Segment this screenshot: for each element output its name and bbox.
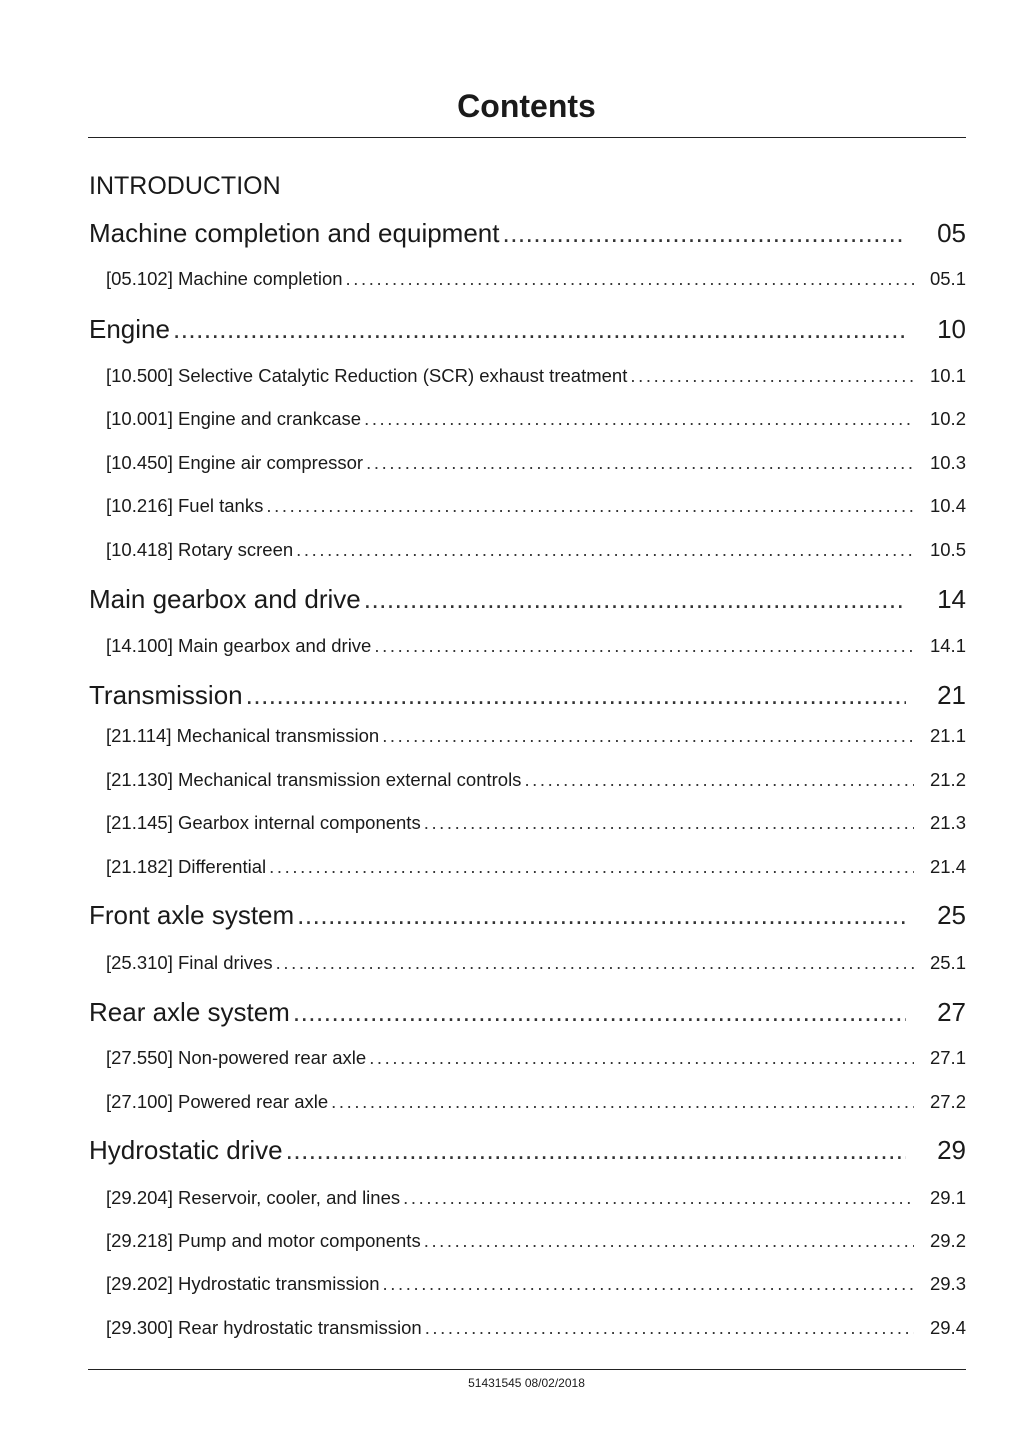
toc-entry-29-202[interactable] — [106, 1272, 966, 1296]
dot-leader — [502, 217, 906, 249]
dot-leader — [524, 768, 914, 792]
toc-chapter-engine[interactable] — [89, 313, 966, 345]
chapter-page: 14 — [937, 584, 966, 614]
entry-label: [21.145] Gearbox internal components — [106, 812, 421, 833]
dot-leader — [296, 538, 914, 562]
toc-entry-25-310[interactable] — [106, 951, 966, 975]
chapter-label: Hydrostatic drive — [89, 1135, 283, 1165]
entry-page: 25.1 — [929, 952, 966, 973]
dot-leader — [630, 364, 914, 388]
entry-label: [10.418] Rotary screen — [106, 539, 294, 560]
entry-label: [27.100] Powered rear axle — [106, 1091, 329, 1112]
entry-label: [10.216] Fuel tanks — [106, 495, 264, 516]
chapter-label: Rear axle system — [89, 997, 290, 1027]
entry-page: 29.3 — [929, 1273, 966, 1294]
toc-entry-10-216[interactable] — [106, 494, 966, 518]
dot-leader — [382, 724, 914, 748]
toc-chapter-machine-completion[interactable] — [89, 217, 966, 249]
toc-chapter-rear-axle[interactable] — [89, 996, 966, 1028]
toc-entry-10-001[interactable] — [106, 407, 966, 431]
chapter-label: Machine completion and equipment — [89, 218, 500, 248]
entry-page: 27.2 — [929, 1091, 966, 1112]
toc-entry-10-418[interactable] — [106, 538, 966, 562]
toc-entry-21-114[interactable] — [106, 724, 966, 748]
footer-doc-id: 51431545 08/02/2018 — [468, 1376, 585, 1390]
dot-leader — [269, 855, 914, 879]
entry-page: 21.4 — [929, 856, 966, 877]
chapter-label: Transmission — [89, 680, 243, 710]
toc-entry-29-218[interactable] — [106, 1229, 966, 1253]
toc-chapter-front-axle[interactable] — [89, 899, 966, 931]
toc-chapter-transmission[interactable] — [89, 679, 966, 711]
chapter-label: Front axle system — [89, 900, 295, 930]
entry-label: [27.550] Non-powered rear axle — [106, 1047, 367, 1068]
entry-page: 14.1 — [929, 635, 966, 656]
chapter-label: Engine — [89, 314, 170, 344]
dot-leader — [364, 583, 906, 615]
chapter-page: 10 — [937, 314, 966, 344]
entry-page: 21.3 — [929, 812, 966, 833]
entry-page: 29.2 — [929, 1230, 966, 1251]
toc-entry-29-300[interactable] — [106, 1316, 966, 1340]
toc-entry-21-182[interactable] — [106, 855, 966, 879]
entry-label: [29.202] Hydrostatic transmission — [106, 1273, 380, 1294]
footer-divider — [88, 1369, 966, 1370]
toc-entry-21-145[interactable] — [106, 811, 966, 835]
dot-leader — [276, 951, 914, 975]
entry-label: [29.300] Rear hydrostatic transmission — [106, 1317, 422, 1338]
dot-leader — [424, 1229, 914, 1253]
entry-page: 10.2 — [929, 408, 966, 429]
dot-leader — [297, 899, 906, 931]
chapter-page: 21 — [937, 680, 966, 710]
entry-label: [10.500] Selective Catalytic Reduction (SCR) exhaust treatment — [106, 365, 628, 386]
entry-label: [25.310] Final drives — [106, 952, 273, 973]
entry-page: 10.5 — [929, 539, 966, 560]
entry-page: 21.2 — [929, 769, 966, 790]
header-divider — [88, 137, 966, 138]
dot-leader — [346, 267, 914, 291]
toc-entry-21-130[interactable] — [106, 768, 966, 792]
dot-leader — [293, 996, 906, 1028]
entry-page: 10.1 — [929, 365, 966, 386]
entry-label: [10.450] Engine air compressor — [106, 452, 364, 473]
intro-heading: INTRODUCTION — [89, 172, 281, 200]
dot-leader — [369, 1046, 914, 1070]
dot-leader — [424, 811, 914, 835]
entry-label: [29.204] Reservoir, cooler, and lines — [106, 1187, 401, 1208]
entry-label: [10.001] Engine and crankcase — [106, 408, 362, 429]
chapter-page: 29 — [937, 1135, 966, 1165]
dot-leader — [403, 1186, 914, 1210]
entry-page: 10.4 — [929, 495, 966, 516]
entry-label: [05.102] Machine completion — [106, 268, 343, 289]
chapter-label: Main gearbox and drive — [89, 584, 361, 614]
dot-leader — [364, 407, 914, 431]
dot-leader — [425, 1316, 914, 1340]
entry-label: [21.130] Mechanical transmission external controls — [106, 769, 522, 790]
entry-label: [21.182] Differential — [106, 856, 267, 877]
toc-entry-29-204[interactable] — [106, 1186, 966, 1210]
entry-label: [29.218] Pump and motor components — [106, 1230, 421, 1251]
toc-entry-10-450[interactable] — [106, 451, 966, 475]
dot-leader — [331, 1090, 914, 1114]
entry-page: 29.1 — [929, 1187, 966, 1208]
entry-page: 10.3 — [929, 452, 966, 473]
toc-entry-27-100[interactable] — [106, 1090, 966, 1114]
page-title: Contents — [457, 88, 596, 124]
entry-page: 05.1 — [929, 268, 966, 289]
chapter-page: 05 — [937, 218, 966, 248]
dot-leader — [383, 1272, 914, 1296]
dot-leader — [374, 634, 914, 658]
toc-entry-27-550[interactable] — [106, 1046, 966, 1070]
chapter-page: 27 — [937, 997, 966, 1027]
toc-entry-05-102[interactable] — [106, 267, 966, 291]
toc-chapter-hydrostatic-drive[interactable] — [89, 1134, 966, 1166]
dot-leader — [266, 494, 914, 518]
entry-page: 21.1 — [929, 725, 966, 746]
entry-page: 29.4 — [929, 1317, 966, 1338]
entry-label: [21.114] Mechanical transmission — [106, 725, 380, 746]
entry-page: 27.1 — [929, 1047, 966, 1068]
chapter-page: 25 — [937, 900, 966, 930]
dot-leader — [366, 451, 914, 475]
dot-leader — [173, 313, 906, 345]
toc-chapter-main-gearbox[interactable] — [89, 583, 966, 615]
dot-leader — [246, 679, 906, 711]
toc-entry-14-100[interactable] — [106, 634, 966, 658]
entry-label: [14.100] Main gearbox and drive — [106, 635, 372, 656]
toc-entry-10-500[interactable] — [106, 364, 966, 388]
dot-leader — [286, 1134, 906, 1166]
